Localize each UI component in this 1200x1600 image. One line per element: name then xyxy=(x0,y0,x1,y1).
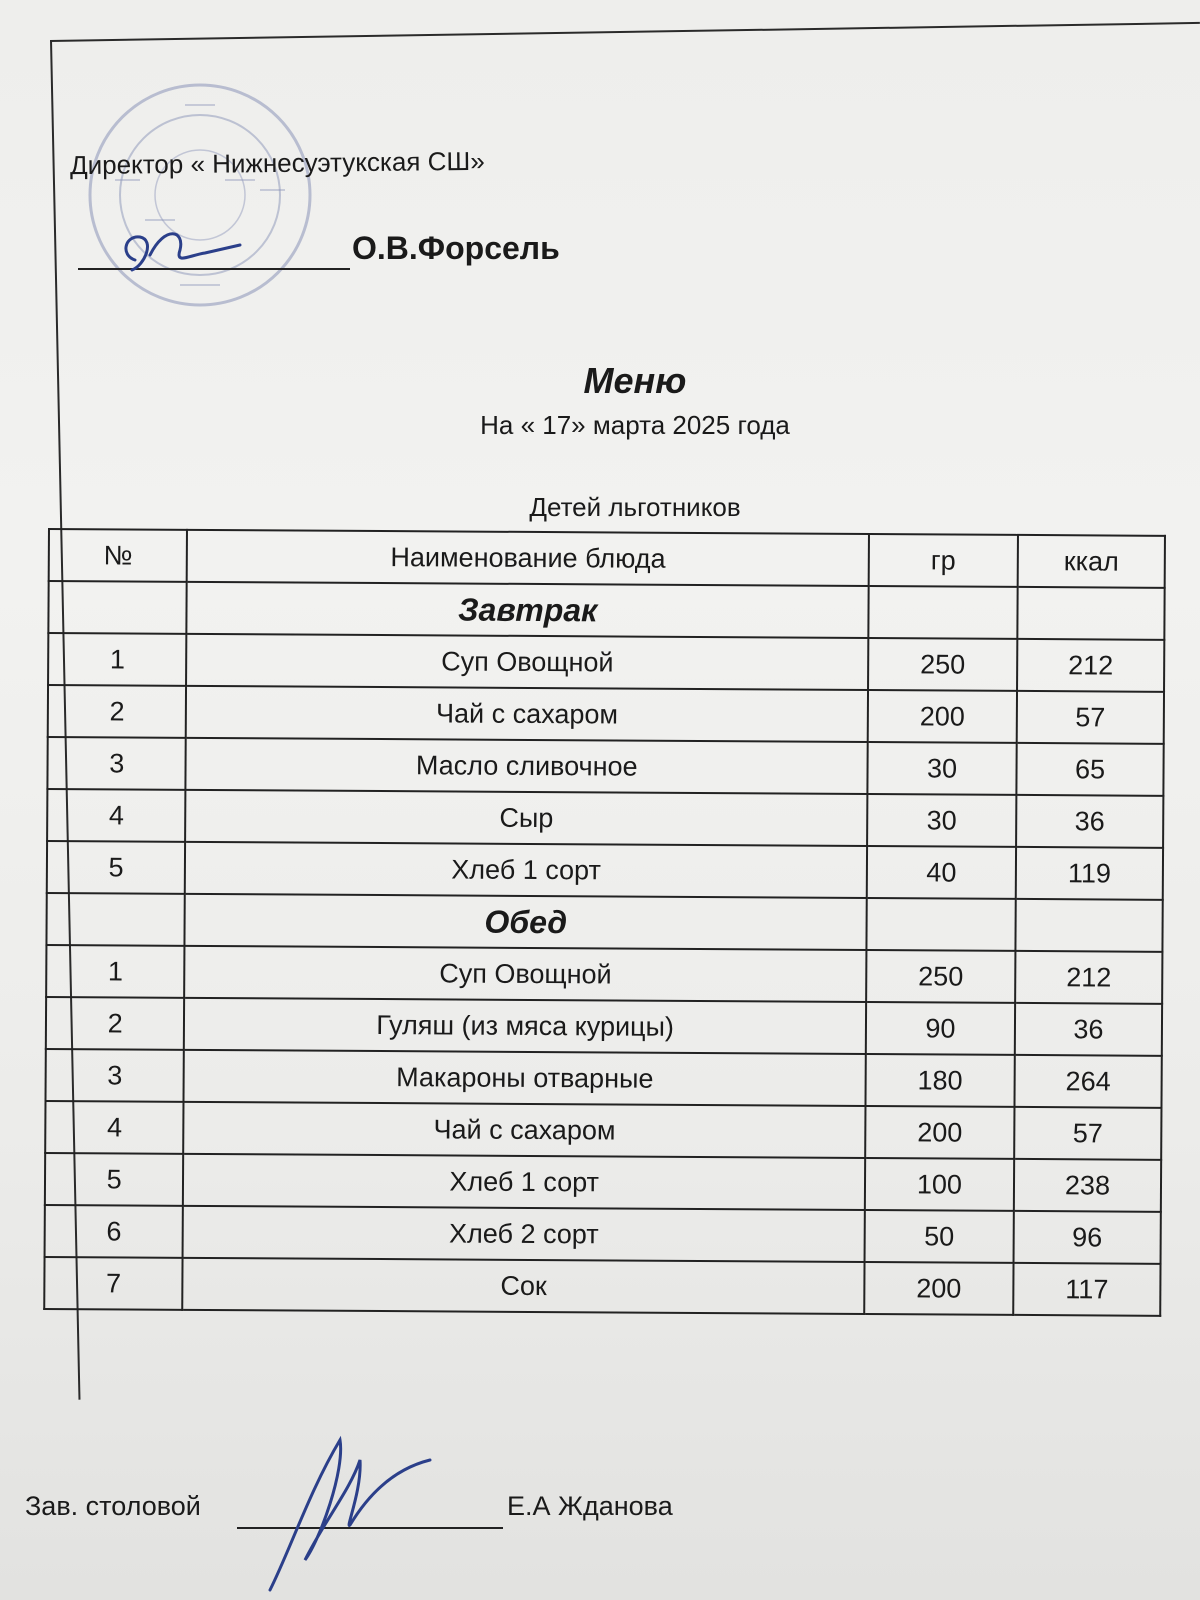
table-row xyxy=(47,737,1163,796)
empty-cell xyxy=(866,898,1015,951)
dish-kcal: 36 xyxy=(1015,1003,1162,1056)
dish-name: Хлеб 1 сорт xyxy=(185,842,867,898)
dish-grams: 90 xyxy=(866,1002,1015,1055)
dish-name: Суп Овощной xyxy=(186,634,868,690)
dish-kcal: 57 xyxy=(1017,691,1164,744)
dish-kcal: 65 xyxy=(1016,743,1163,796)
empty-cell xyxy=(1015,899,1162,952)
dish-grams: 200 xyxy=(865,1106,1014,1159)
section-row-breakfast xyxy=(48,581,1164,640)
dish-grams: 30 xyxy=(867,794,1016,847)
header-kcal: ккал xyxy=(1018,535,1165,588)
dish-name: Гуляш (из мяса курицы) xyxy=(184,998,866,1054)
row-number: 3 xyxy=(47,737,186,790)
table-row xyxy=(47,789,1163,848)
table-row xyxy=(45,1153,1161,1212)
dish-kcal: 238 xyxy=(1014,1159,1161,1212)
row-number: 2 xyxy=(46,997,185,1050)
dish-name: Сок xyxy=(183,1258,865,1314)
dish-kcal: 117 xyxy=(1013,1263,1160,1316)
dish-name: Сыр xyxy=(186,790,868,846)
dish-grams: 200 xyxy=(868,690,1017,743)
dish-kcal: 212 xyxy=(1017,639,1164,692)
director-name: О.В.Форсель xyxy=(352,230,560,266)
dish-name: Макароны отварные xyxy=(184,1050,866,1106)
dish-grams: 250 xyxy=(868,638,1017,691)
dish-kcal: 57 xyxy=(1014,1107,1161,1160)
empty-cell xyxy=(46,893,185,946)
dish-name: Чай с сахаром xyxy=(186,686,868,742)
dish-grams: 180 xyxy=(865,1054,1014,1107)
canteen-head-label: Зав. столовой xyxy=(25,1491,201,1521)
row-number: 2 xyxy=(48,685,187,738)
dish-grams: 40 xyxy=(867,846,1016,899)
dish-kcal: 96 xyxy=(1014,1211,1161,1264)
row-number: 6 xyxy=(45,1205,184,1258)
row-number: 5 xyxy=(45,1153,184,1206)
document-subtitle: Детей льготников xyxy=(529,492,741,522)
row-number: 1 xyxy=(46,945,185,998)
table-row xyxy=(48,685,1164,744)
empty-cell xyxy=(48,581,187,634)
document-title: Меню xyxy=(583,360,687,401)
dish-name: Суп Овощной xyxy=(185,946,867,1002)
dish-grams: 100 xyxy=(865,1158,1014,1211)
dish-name: Хлеб 1 сорт xyxy=(183,1154,865,1210)
header-dish-name: Наименование блюда xyxy=(187,530,869,586)
table-row xyxy=(45,1049,1161,1108)
document-date: На « 17» марта 2025 года xyxy=(480,410,790,440)
row-number: 5 xyxy=(47,841,186,894)
menu-table-wrapper xyxy=(43,528,1166,1317)
table-row xyxy=(47,841,1163,900)
dish-kcal: 212 xyxy=(1015,951,1162,1004)
director-title: Директор « Нижнесуэтукская СШ» xyxy=(69,145,485,181)
table-row xyxy=(48,633,1164,692)
header-grams: гр xyxy=(869,534,1018,587)
table-row xyxy=(45,1101,1161,1160)
table-row xyxy=(44,1257,1160,1316)
canteen-head-signature xyxy=(250,1430,450,1600)
section-row-lunch xyxy=(46,893,1162,952)
table-row xyxy=(45,1205,1161,1264)
row-number: 4 xyxy=(45,1101,184,1154)
table-row xyxy=(46,997,1162,1056)
dish-kcal: 264 xyxy=(1014,1055,1161,1108)
dish-grams: 200 xyxy=(864,1262,1013,1315)
row-number: 3 xyxy=(45,1049,184,1102)
table-header-row xyxy=(49,529,1165,588)
dish-kcal: 36 xyxy=(1016,795,1163,848)
dish-grams: 50 xyxy=(864,1210,1013,1263)
dish-kcal: 119 xyxy=(1016,847,1163,900)
header-number: № xyxy=(49,529,188,582)
canteen-head-name: Е.А Жданова xyxy=(507,1491,673,1521)
section-title: Обед xyxy=(185,894,867,950)
row-number: 4 xyxy=(47,789,186,842)
section-title: Завтрак xyxy=(187,582,869,638)
empty-cell xyxy=(1017,587,1164,640)
menu-table xyxy=(43,528,1166,1317)
dish-name: Масло сливочное xyxy=(186,738,868,794)
dish-name: Хлеб 2 сорт xyxy=(183,1206,865,1262)
dish-grams: 30 xyxy=(867,742,1016,795)
dish-grams: 250 xyxy=(866,950,1015,1003)
row-number: 7 xyxy=(44,1257,183,1310)
row-number: 1 xyxy=(48,633,187,686)
dish-name: Чай с сахаром xyxy=(184,1102,866,1158)
director-signature xyxy=(110,215,250,285)
empty-cell xyxy=(868,586,1017,639)
table-row xyxy=(46,945,1162,1004)
